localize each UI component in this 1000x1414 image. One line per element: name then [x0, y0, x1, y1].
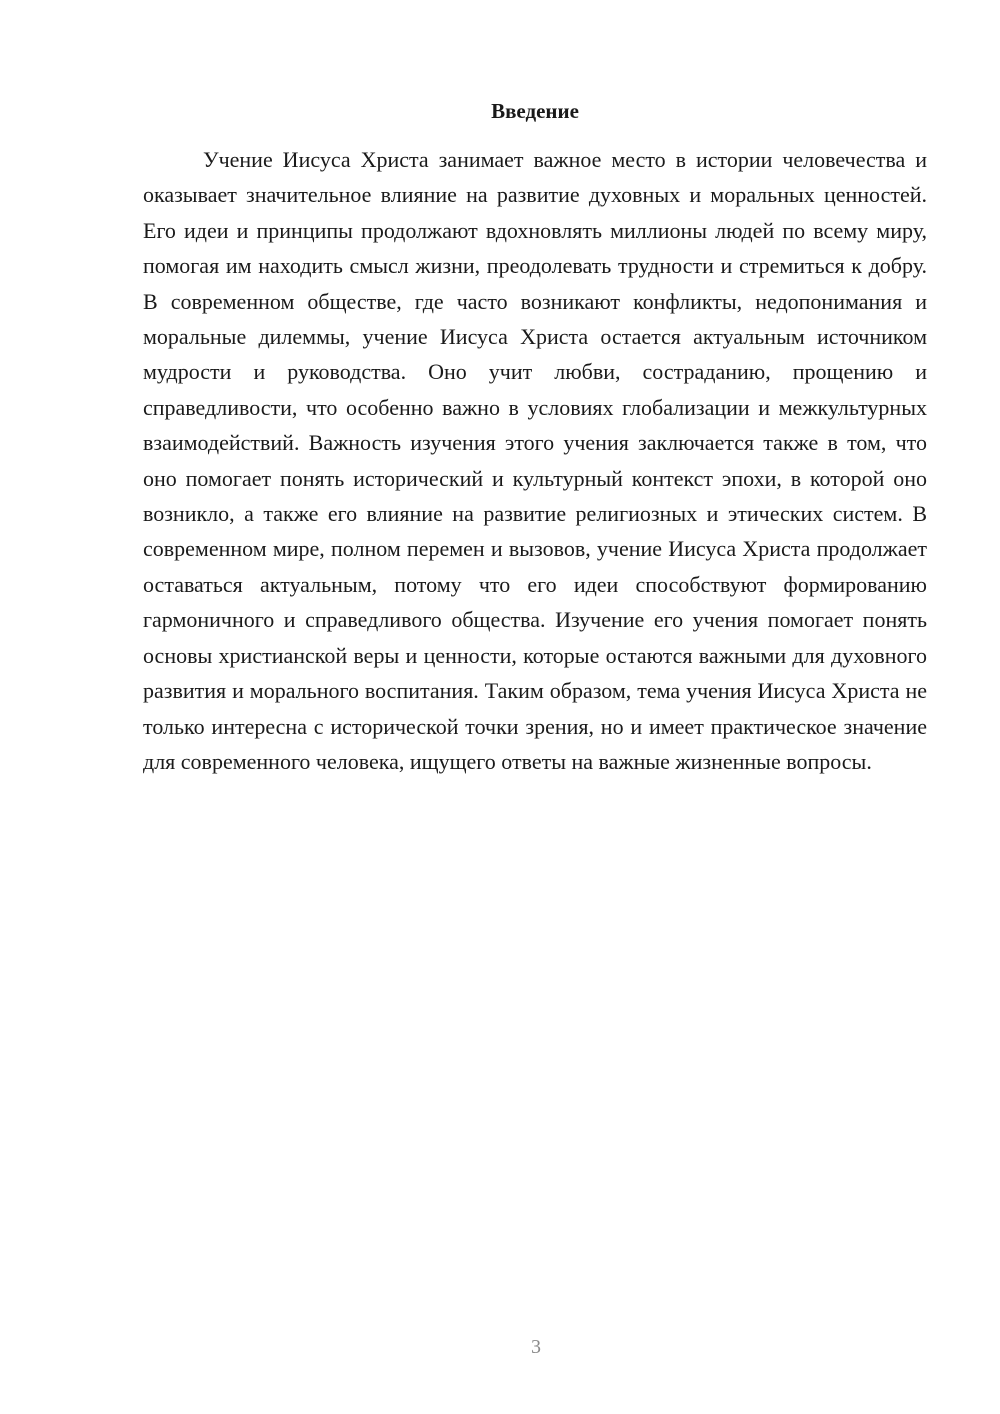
section-heading: Введение: [491, 99, 579, 123]
body-paragraph: Учение Иисуса Христа занимает важное место в истории человечества и оказывает значительное влияние на развитие духовных и моральных ценностей. Его идеи и принципы продолжают вдохновлять миллионы людей по всему миру, помогая им находить смысл жизни, преодолевать трудности и стремиться к добру. В современном обществе, где часто возникают конфликты, недопонимания и моральные дилеммы, учение Иисуса Христа остается актуальным источником мудрости и руководства. Оно учит любви, состраданию, прощению и справедливости, что особенно важно в условиях глобализации и межкультурных взаимодействий. Важность изучения этого учения заключается также в том, что оно помогает понять исторический и культурный контекст эпохи, в которой оно возникло, а также его влияние на развитие религиозных и этических систем. В современном мире, полном перемен и вызовов, учение Иисуса Христа продолжает оставаться актуальным, потому что его идеи способствуют формированию гармоничного и справедливого общества. Изучение его учения помогает понять основы христианской веры и ценности, которые остаются важными для духовного развития и морального воспитания. Таким образом, тема учения Иисуса Христа не только интересна с исторической точки зрения, но и имеет практическое значение для современного человека, ищущего ответы на важные жизненные вопросы.: [143, 147, 927, 774]
page-number: 3: [531, 1336, 541, 1358]
